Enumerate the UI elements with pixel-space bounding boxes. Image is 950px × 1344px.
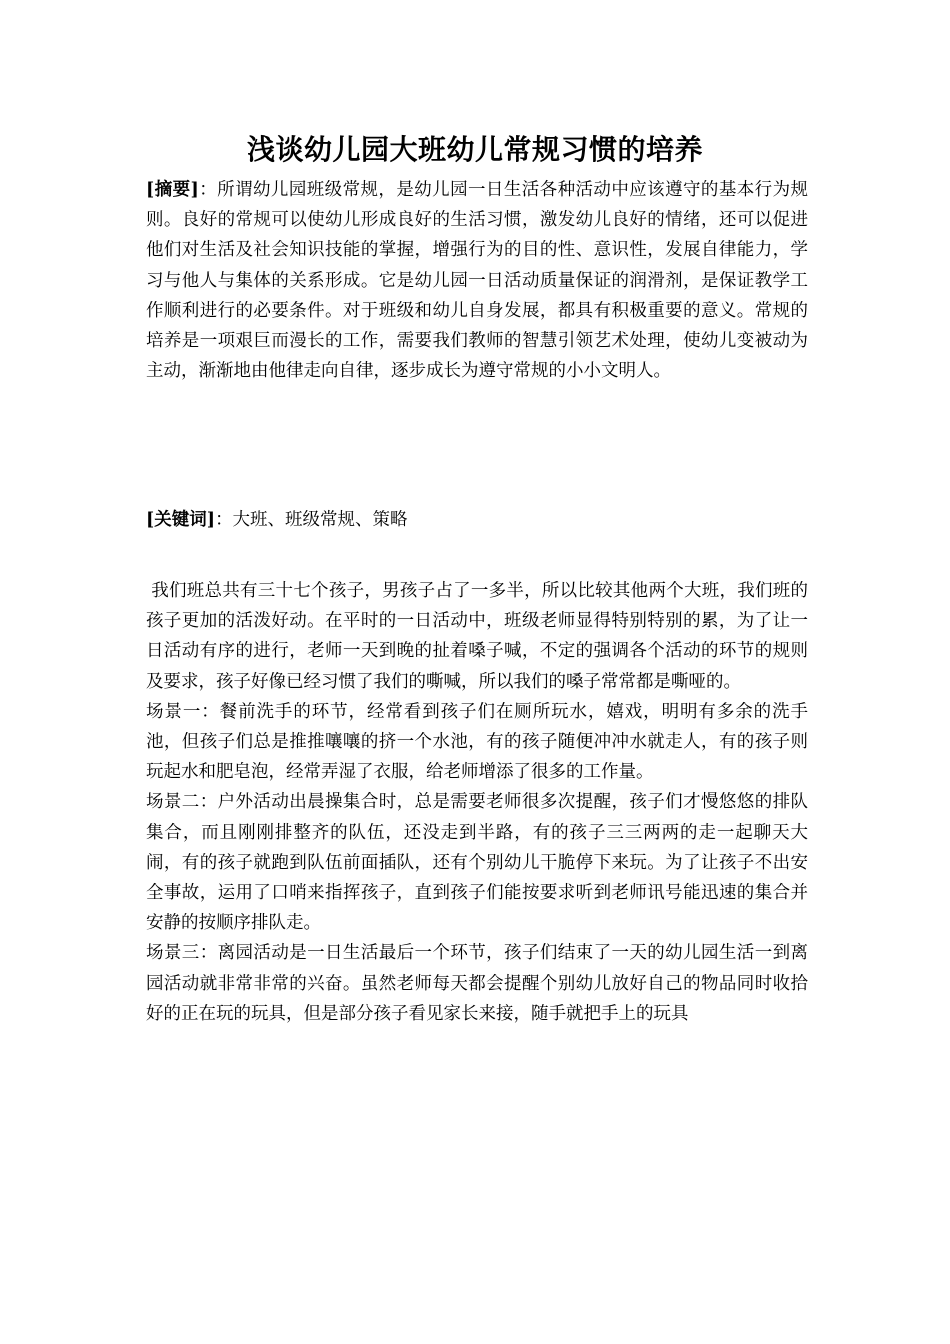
keywords-text: ：大班、班级常规、策略 (215, 510, 408, 530)
body-paragraph: 我们班总共有三十七个孩子，男孩子占了一多半，所以比较其他两个大班，我们班的孩子更加的活泼好动。在平时的一日活动中，班级老师显得特别特别的累，为了让一日活动有序的进行，老师一天到晚的扯着嗓子喊，不定的强调各个活动的环节的规则及要求，孩子好像已经习惯了我们的嘶喊，所以我们的嗓子常常都是嘶哑的。 (146, 581, 808, 692)
keywords-label: [关键词] (146, 510, 216, 530)
abstract-label: [摘要] (146, 180, 199, 200)
document-title: 浅谈幼儿园大班幼儿常规习惯的培养 (246, 133, 703, 166)
keywords-section (146, 505, 808, 535)
scene-two-paragraph: 场景二：户外活动出晨操集合时，总是需要老师很多次提醒，孩子们才慢悠悠的排队集合，而且刚刚排整齐的队伍，还没走到半路，有的孩子三三两两的走一起聊天大闹，有的孩子就跑到队伍前面插队，还有个别幼儿干脆停下来玩。为了让孩子不出安全事故，运用了口哨来指挥孩子，直到孩子们能按要求听到老师讯号能迅速的集合并安静的按顺序排队走。 (146, 792, 808, 934)
scene-three-paragraph: 场景三：离园活动是一日生活最后一个环节，孩子们结束了一天的幼儿园生活一到离园活动就非常非常的兴奋。虽然老师每天都会提醒个别幼儿放好自己的物品同时收拾好的正在玩的玩具，但是部分孩子看见家长来接，随手就把手上的玩具 (146, 943, 808, 1024)
body-section (146, 576, 808, 1029)
abstract-section (146, 175, 808, 386)
abstract-text: ：所谓幼儿园班级常规，是幼儿园一日生活各种活动中应该遵守的基本行为规则。良好的常规可以使幼儿形成良好的生活习惯，激发幼儿良好的情绪，还可以促进他们对生活及社会知识技能的掌握，增强行为的目的性、意识性，发展自律能力，学习与他人与集体的关系形成。它是幼儿园一日活动质量保证的润滑剂，是保证教学工作顺利进行的必要条件。对于班级和幼儿自身发展，都具有积极重要的意义。常规的培养是一项艰巨而漫长的工作，需要我们教师的智慧引领艺术处理，使幼儿变被动为主动，渐渐地由他律走向自律，逐步成长为遵守常规的小小文明人。 (146, 180, 808, 382)
scene-one-paragraph: 场景一：餐前洗手的环节，经常看到孩子们在厕所玩水，嬉戏，明明有多余的洗手池，但孩子们总是推推嚷嚷的挤一个水池，有的孩子随便冲冲水就走人，有的孩子则玩起水和肥皂泡，经常弄湿了衣服，给老师增添了很多的工作量。 (146, 701, 808, 783)
